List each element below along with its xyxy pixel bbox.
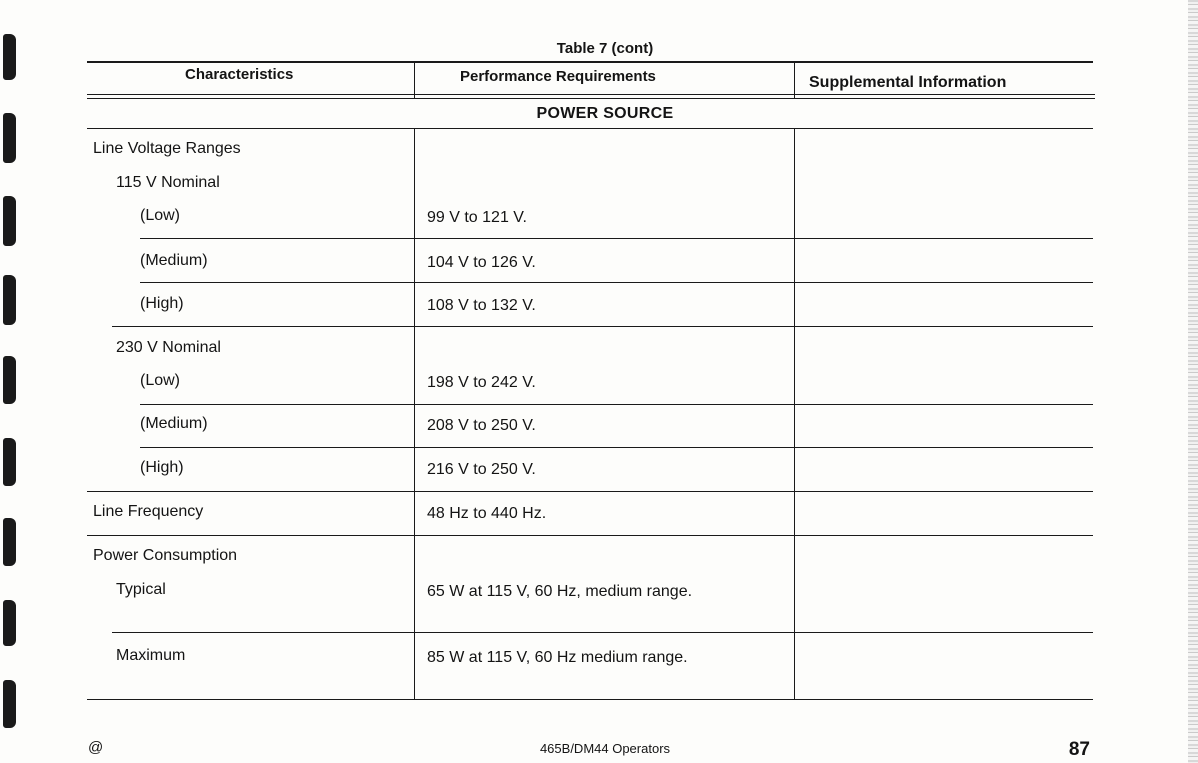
table-top-rule [87, 61, 1093, 63]
binding-hole [3, 275, 16, 325]
row-value-115-high: 108 V to 132 V. [427, 297, 536, 314]
header-divider [794, 61, 795, 98]
column-header-characteristics: Characteristics [185, 66, 294, 83]
row-label-power-consumption: Power Consumption [93, 547, 238, 564]
row-label-115-low: (Low) [140, 207, 181, 224]
row-label-line-frequency: Line Frequency [93, 503, 204, 520]
binding-hole [3, 113, 16, 163]
row-label-115-high: (High) [140, 295, 184, 312]
row-value-115-low: 99 V to 121 V. [427, 209, 527, 226]
footer-symbol: @ [88, 739, 104, 756]
row-label-115-medium: (Medium) [140, 252, 208, 269]
row-rule [140, 404, 1093, 405]
row-value-230-low: 198 V to 242 V. [427, 374, 536, 391]
row-value-115-medium: 104 V to 126 V. [427, 254, 536, 271]
scan-edge [1188, 0, 1198, 763]
binding-hole [3, 438, 16, 486]
row-rule [140, 238, 1093, 239]
column-divider [414, 128, 415, 700]
row-label-115v-nominal: 115 V Nominal [116, 174, 220, 191]
binding-hole [3, 518, 16, 566]
binding-hole [3, 34, 16, 80]
binding-hole [3, 600, 16, 646]
page-number: 87 [1068, 739, 1090, 760]
footer-title: 465B/DM44 Operators [539, 741, 671, 756]
header-divider [414, 61, 415, 98]
row-rule [140, 282, 1093, 283]
row-rule [112, 632, 1093, 633]
row-value-230-high: 216 V to 250 V. [427, 461, 536, 478]
table-bottom-rule [87, 699, 1093, 700]
row-value-230-medium: 208 V to 250 V. [427, 417, 536, 434]
section-title: POWER SOURCE [536, 105, 674, 122]
header-bottom-rule-double [87, 98, 1095, 99]
column-header-performance: Performance Requirements [460, 68, 656, 85]
row-rule [112, 326, 1093, 327]
binding-hole [3, 680, 16, 728]
column-header-supplemental: Supplemental Information [809, 74, 1007, 91]
row-label-230-low: (Low) [140, 372, 181, 389]
row-label-230v-nominal: 230 V Nominal [116, 339, 221, 356]
column-divider [794, 128, 795, 700]
binding-hole [3, 196, 16, 246]
row-label-line-voltage-ranges: Line Voltage Ranges [93, 140, 241, 157]
row-value-line-frequency: 48 Hz to 440 Hz. [427, 505, 547, 522]
row-label-typical: Typical [116, 581, 166, 598]
row-rule [140, 447, 1093, 448]
binding-hole [3, 356, 16, 404]
row-value-typical: 65 W at 115 V, 60 Hz, medium range. [427, 583, 693, 600]
row-value-maximum: 85 W at 115 V, 60 Hz medium range. [427, 649, 688, 666]
row-rule [87, 491, 1093, 492]
row-label-230-medium: (Medium) [140, 415, 208, 432]
table-title: Table 7 (cont) [556, 40, 654, 57]
row-rule [87, 535, 1093, 536]
row-label-230-high: (High) [140, 459, 184, 476]
section-rule [87, 128, 1093, 129]
row-label-maximum: Maximum [116, 647, 186, 664]
header-bottom-rule [87, 94, 1095, 95]
